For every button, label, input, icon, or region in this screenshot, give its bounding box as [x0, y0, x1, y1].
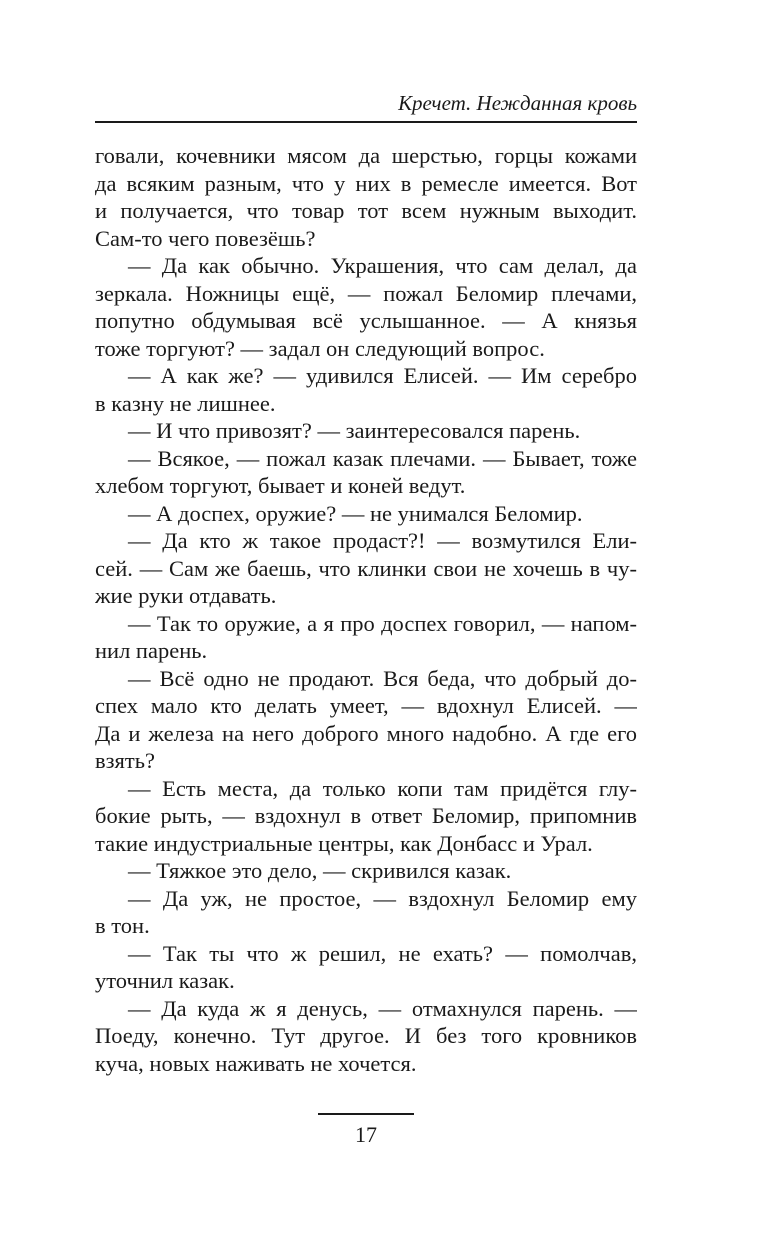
text-line: зеркала. Ножницы ещё, — пожал Беломир плечами,	[95, 280, 637, 306]
text-line: спех мало кто делать умеет, — вдохнул Елисей. —	[95, 693, 637, 718]
text-line: — Тяжкое это дело, — скривился казак.	[128, 858, 512, 883]
text-line: Поеду, конечно. Тут другое. И без того кровников	[95, 1023, 637, 1048]
text-line: — Так ты что ж решил, не ехать? — помолчав,	[128, 940, 637, 966]
text-line: уточнил казак.	[95, 968, 235, 993]
text-line: бокие рыть, — вздохнул в ответ Беломир, припомнив	[95, 803, 637, 828]
text-line: — Так то оружие, а я про доспех говорил, — напом-	[128, 610, 637, 636]
text-line: — Есть места, да только копи там придётся глу-	[128, 775, 637, 801]
text-line: — Да как обычно. Украшения, что сам делал, да	[128, 253, 637, 278]
text-line: — Да кто ж такое продаст?! — возмутился Ели-	[128, 528, 637, 553]
text-line: да всяким разным, что у них в ремесле имеется. Вот	[95, 170, 637, 196]
text-line: — Да куда ж я денусь, — отмахнулся парень. —	[128, 995, 637, 1021]
text-line: — А как же? — удивился Елисей. — Им серебро	[128, 363, 637, 388]
text-line: сей. — Сам же баешь, что клинки свои не хочешь в чу-	[95, 555, 637, 581]
text-line: куча, новых наживать не хочется.	[95, 1050, 417, 1076]
text-line: Сам-то чего повезёшь?	[95, 225, 316, 251]
text-line: — А доспех, оружие? — не унимался Беломир.	[128, 500, 583, 526]
page-number: 17	[355, 1122, 377, 1147]
text-line: в казну не лишнее.	[95, 390, 276, 416]
text-line: — Всякое, — пожал казак плечами. — Бывает, тоже	[128, 445, 637, 471]
text-line: — Всё одно не продают. Вся беда, что добрый до-	[128, 665, 637, 691]
text-line: — И что привозят? — заинтересовался парень.	[128, 418, 581, 443]
text-line: тоже торгуют? — задал он следующий вопрос.	[95, 335, 545, 361]
text-line: Да и железа на него доброго много надобно. А где его	[95, 720, 637, 746]
text-line: говали, кочевники мясом да шерстью, горцы кожами	[95, 143, 637, 168]
footer-rule	[318, 1113, 414, 1115]
text-line: нил парень.	[95, 638, 208, 663]
header-rule	[95, 121, 637, 123]
text-line: в тон.	[95, 913, 150, 938]
text-line: хлебом торгуют, бывает и коней ведут.	[95, 473, 466, 498]
text-line: и получается, что товар тот всем нужным выходит.	[95, 198, 637, 223]
text-line: взять?	[95, 748, 155, 773]
text-line: — Да уж, не простое, — вздохнул Беломир ему	[128, 885, 637, 911]
running-head-title: Кречет. Нежданная кровь	[398, 91, 637, 115]
page-body-text	[95, 142, 637, 1077]
text-line: попутно обдумывая всё услышанное. — А князья	[95, 308, 637, 333]
text-line: жие руки отдавать.	[95, 583, 277, 608]
text-line: такие индустриальные центры, как Донбасс и Урал.	[95, 830, 593, 856]
